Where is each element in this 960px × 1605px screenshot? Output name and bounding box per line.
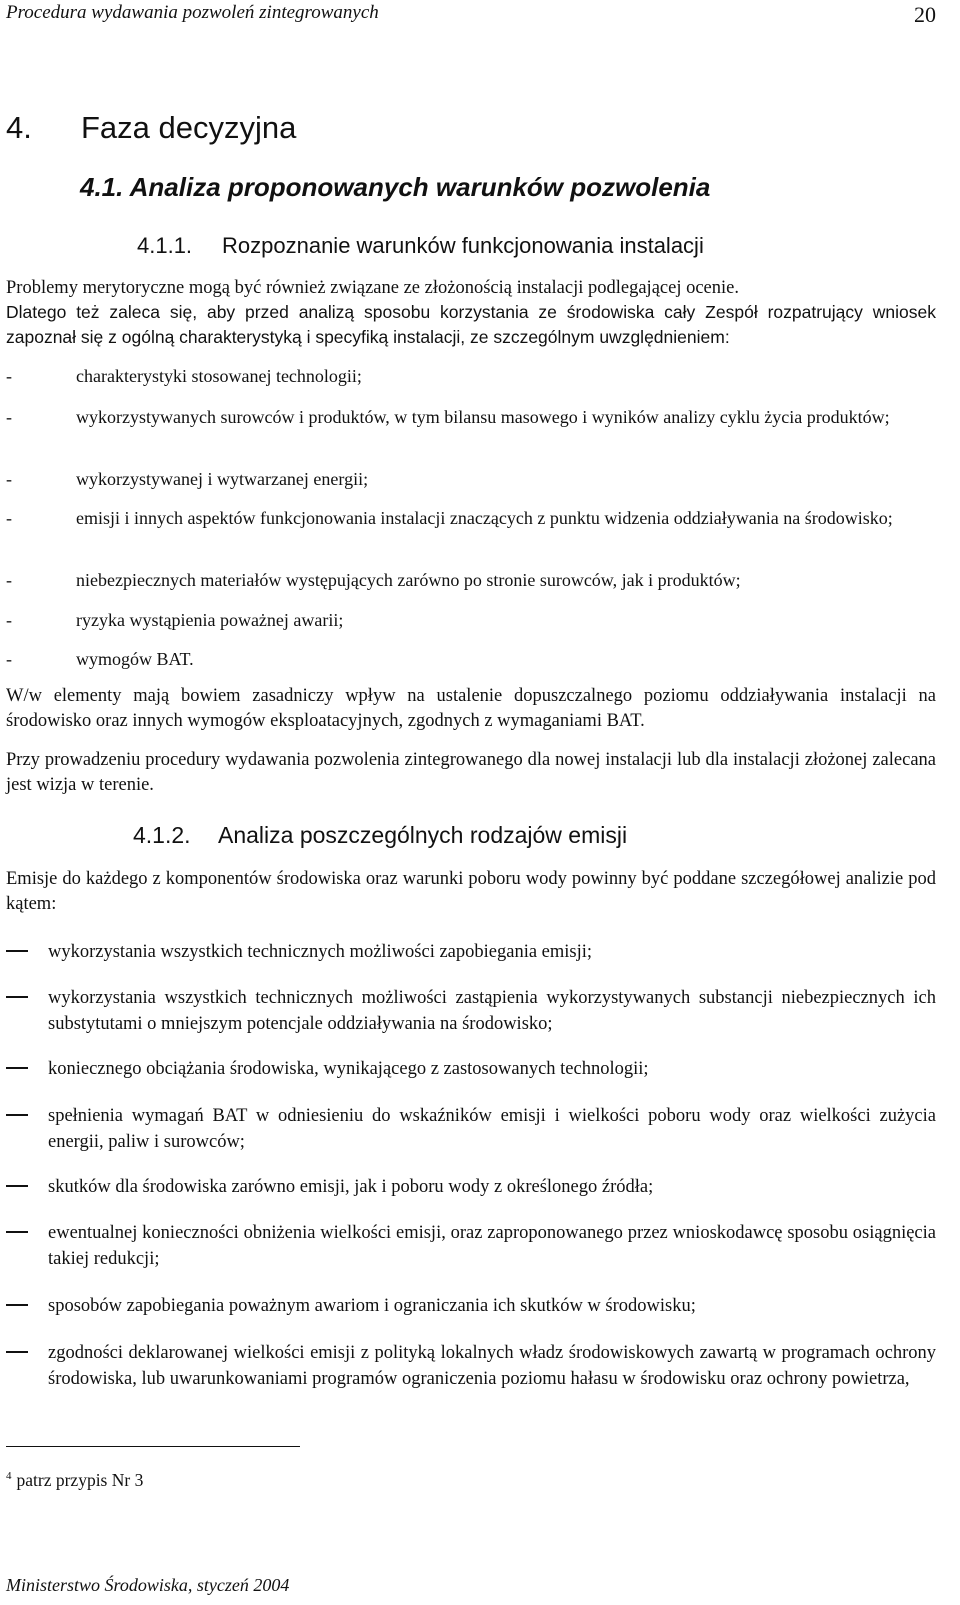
subsection-heading [80,172,710,203]
dash-bullet: - [6,610,12,630]
section-number: 4. [6,110,32,145]
dash-bullet [6,1351,28,1353]
list-item-text: emisji i innych aspektów funkcjonowania instalacji znaczących z punktu widzenia oddziaływania na środowisko; [76,508,893,528]
list-item-text: wykorzystania wszystkich technicznych możliwości zapobiegania emisji; [48,942,593,962]
footnote-marker: 4 [6,1470,12,1483]
dash-bullet: - [6,366,12,386]
subsubsection-number-2: 4.1.2. [133,822,191,848]
subsubsection-number-1: 4.1.1. [137,233,193,258]
section-heading [6,110,296,146]
paragraph: Przy prowadzeniu procedury wydawania pozwolenia zintegrowanego dla nowej instalacji lub dla instalacji złożonej zalecana jest wizja w terenie. [6,750,936,795]
subsubsection-title-2: Analiza poszczególnych rodzajów emisji [218,822,628,848]
footnote-text: patrz przypis Nr 3 [16,1470,144,1490]
dash-bullet: - [6,407,12,427]
list-item-text: spełnienia wymagań BAT w odniesieniu do wskaźników emisji i wielkości poboru wody oraz wielkości zużycia energii, paliw i surowców; [48,1106,936,1152]
list-item-text: sposobów zapobiegania poważnym awariom i ograniczania ich skutków w środowisku; [48,1296,696,1316]
list-item-text: zgodności deklarowanej wielkości emisji z polityką lokalnych władz środowiskowych zawartą w programach ochrony środowiska, lub uwarunkowaniami programów ograniczenia poziomu hałasu w środowisku oraz ochrony powietrza, [48,1343,936,1389]
paragraph-line: Problemy merytoryczne mogą być również związane ze złożonością instalacji podlegającej ocenie. [6,278,739,298]
dash-bullet: - [6,570,12,590]
list-item-text: ryzyka wystąpienia poważnej awarii; [76,610,344,630]
dash-bullet [6,950,28,952]
subsubsection-heading-1 [137,233,704,259]
subsection-number: 4.1. [80,172,124,202]
paragraph: Emisje do każdego z komponentów środowiska oraz warunki poboru wody powinny być poddane szczegółowej analizie pod kątem: [6,869,936,914]
paragraph: Dlatego też zaleca się, aby przed analizą sposobu korzystania ze środowiska cały Zespół rozpatrujący wniosek zapoznał się z ogólną charakterystyką i specyfiką instalacji, ze szczególnym uwzględnieniem: [6,302,936,347]
subsubsection-title-1: Rozpoznanie warunków funkcjonowania instalacji [222,233,704,258]
dash-bullet [6,1114,28,1116]
list-item-text: niebezpiecznych materiałów występujących zarówno po stronie surowców, jak i produktów; [76,570,741,590]
paragraph: W/w elementy mają bowiem zasadniczy wpływ na ustalenie dopuszczalnego poziomu oddziaływania instalacji na środowisko oraz innych wymogów eksploatacyjnych, zgodnych z wymaganiami BAT. [6,686,936,731]
subsubsection-heading-2 [133,822,627,849]
dash-bullet [6,1067,28,1069]
list-item-text: koniecznego obciążania środowiska, wynikającego z zastosowanych technologii; [48,1059,649,1079]
dash-bullet: - [6,469,12,489]
dash-bullet [6,1185,28,1187]
list-item-text: wykorzystywanej i wytwarzanej energii; [76,469,369,489]
list-item-text: wykorzystywanych surowców i produktów, w tym bilansu masowego i wyników analizy cyklu życia produktów; [76,407,890,427]
list-item-text: charakterystyki stosowanej technologii; [76,366,362,386]
list-item-text: wymogów BAT. [76,649,194,669]
page-footer: Ministerstwo Środowiska, styczeń 2004 [6,1575,290,1595]
footnote [6,1470,143,1491]
page-number: 20 [914,2,936,27]
dash-bullet [6,996,28,998]
section-title: Faza decyzyjna [81,110,297,145]
dash-bullet: - [6,508,12,528]
subsection-title: Analiza proponowanych warunków pozwolenia [129,172,711,202]
footnote-separator [6,1446,300,1447]
list-item-text: ewentualnej konieczności obniżenia wielkości emisji, oraz zaproponowanego przez wnioskodawcę sposobu osiągnięcia takiej redukcji; [48,1223,936,1269]
dash-bullet: - [6,649,12,669]
header-title: Procedura wydawania pozwoleń zintegrowanych [6,2,379,23]
list-item-text: skutków dla środowiska zarówno emisji, jak i poboru wody z określonego źródła; [48,1177,654,1197]
dash-bullet [6,1231,28,1233]
dash-bullet [6,1304,28,1306]
list-item-text: wykorzystania wszystkich technicznych możliwości zastąpienia wykorzystywanych substancji niebezpiecznych ich substytutami o mniejszym potencjale oddziaływania na środowisko; [48,988,936,1034]
page-header [6,2,936,27]
